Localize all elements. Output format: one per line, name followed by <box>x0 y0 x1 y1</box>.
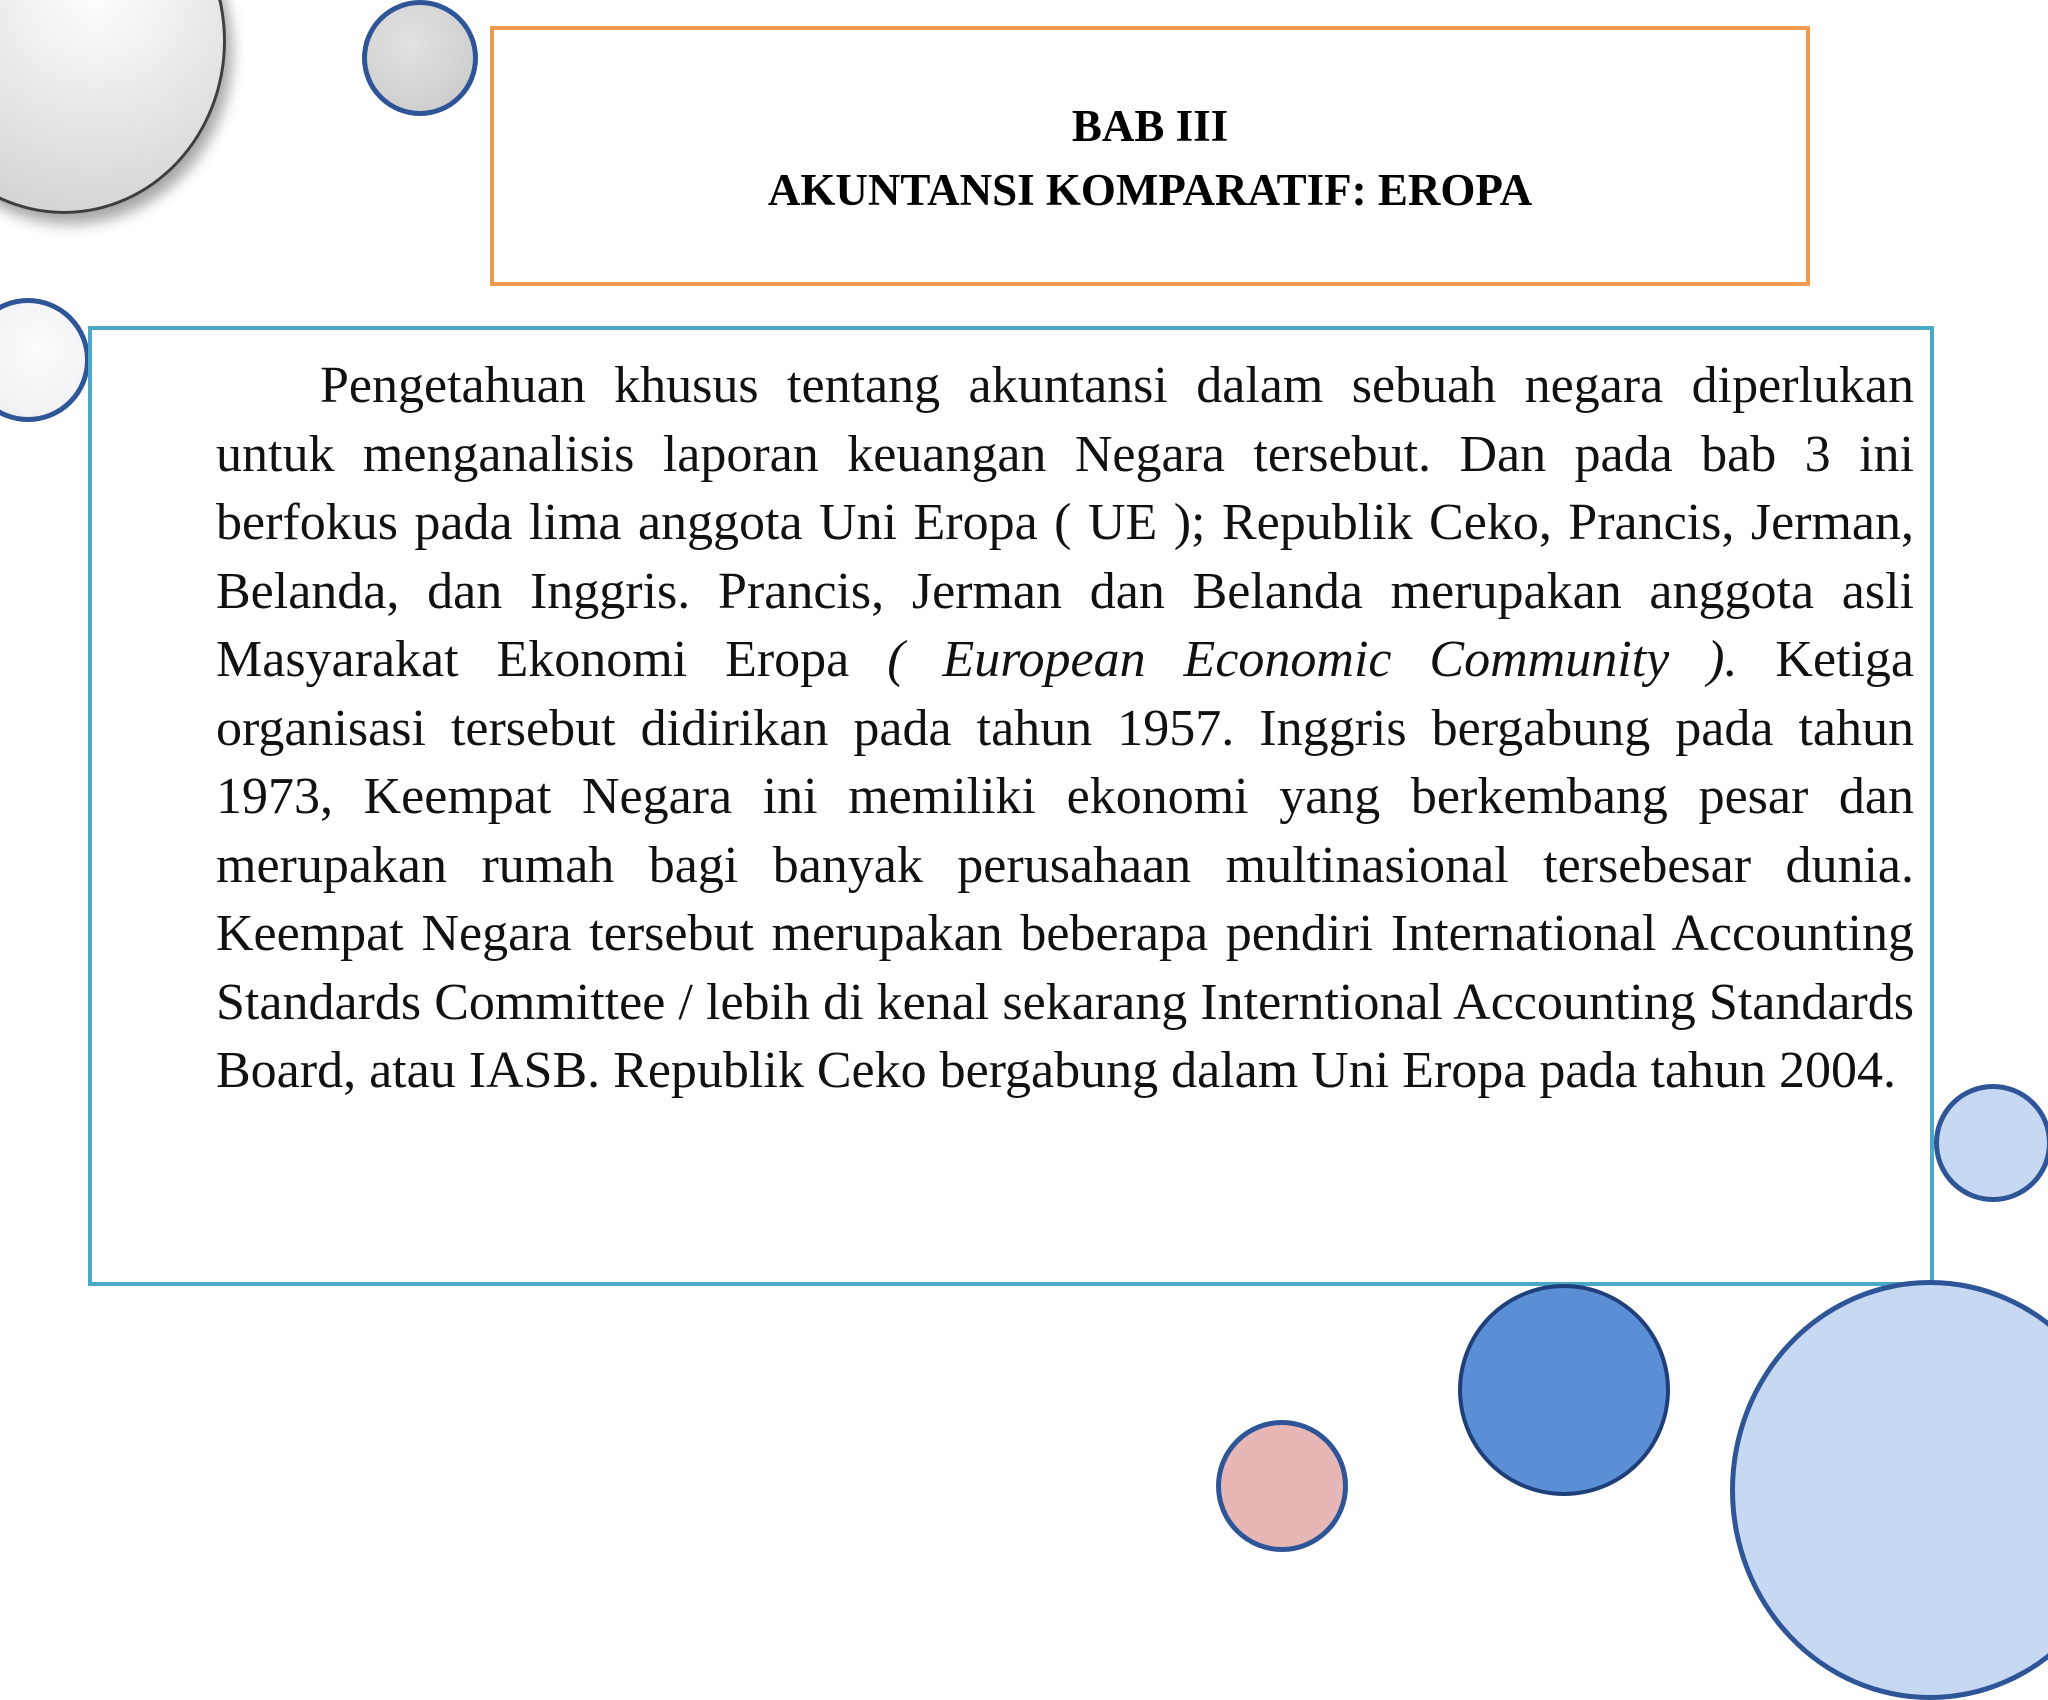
body-text-part2: Ketiga organisasi tersebut didirikan pada tahun 1957. Inggris bergabung pada tahun 1973, Keempat Negara ini memiliki ekonomi yang berkembang pesar dan merupakan rumah bagi banyak perusahaan multinasional tersebesar dunia. Keempat Negara tersebut merupakan beberapa pendiri International Accounting Standards Committee / lebih di kenal sekarang Interntional Accounting Standards Board, atau IASB. Republik Ceko bergabung dalam Uni Eropa pada tahun 2004. <box>216 631 1915 1099</box>
body-text-part1: Pengetahuan khusus tentang akuntansi dalam sebuah negara diperlukan untuk menganalisis laporan keuangan Negara tersebut. Dan pada bab 3 ini berfokus pada lima anggota Uni Eropa ( UE ); Republik Ceko, Prancis, Jerman, Belanda, dan Inggris. Prancis, Jerman dan Belanda merupakan anggota asli Masyarakat Ekonomi Eropa <box>216 357 1914 688</box>
content-box <box>88 326 1934 1286</box>
chapter-label: BAB III <box>1071 101 1229 151</box>
body-paragraph <box>216 352 1914 1106</box>
body-text-italic: ( European Economic Community ). <box>887 631 1738 688</box>
decorative-light-blue-circle-large <box>1730 1280 2048 1700</box>
decorative-light-blue-circle-small <box>1934 1084 2048 1202</box>
decorative-grey-circle-large <box>0 0 226 214</box>
decorative-grey-circle-small <box>362 0 478 116</box>
title-box <box>490 26 1810 286</box>
decorative-pink-circle <box>1216 1420 1348 1552</box>
decorative-white-circle <box>0 298 90 422</box>
decorative-blue-circle <box>1458 1284 1670 1496</box>
slide-title: AKUNTANSI KOMPARATIF: EROPA <box>767 165 1533 215</box>
